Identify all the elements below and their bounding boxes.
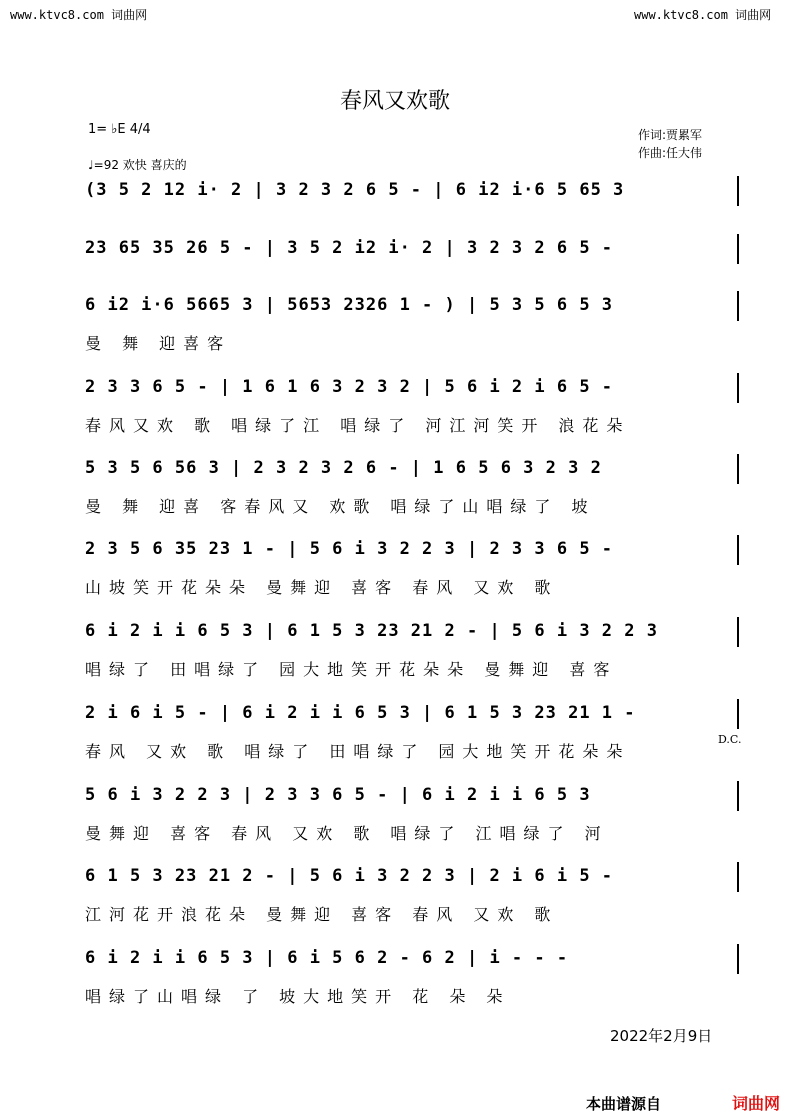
notation-line: 6 1 5 3 23 21 2 - | 5 6 i 3 2 2 3 | 2 i 6 i 5 - — [85, 866, 614, 886]
source-logo: 词曲网 — [732, 1094, 781, 1113]
key-signature: 1= ♭E 4/4 — [88, 122, 151, 137]
site-watermark-left: www.ktvc8.com 词曲网 — [10, 8, 148, 22]
lyrics-line: 江河花开浪花朵 曼舞迎 喜客 春风 又欢 歌 — [85, 905, 559, 924]
score-row — [85, 295, 745, 375]
notation-line: 6 i 2 i i 6 5 3 | 6 1 5 3 23 21 2 - | 5 6 i 3 2 2 3 — [85, 621, 658, 641]
notation-line: (3 5 2 12 i· 2 | 3 2 3 2 6 5 - | 6 i2 i·6 5 65 3 — [85, 180, 625, 200]
lyrics-line: 曼舞迎 喜客 春风 又欢 歌 唱绿了 江唱绿了 河 — [85, 824, 609, 843]
score-row — [85, 948, 745, 1028]
lyrics-line: 曼 舞 迎喜客 — [85, 334, 232, 353]
dc-marking: D.C. — [718, 733, 742, 746]
score-row — [85, 539, 745, 619]
barline — [737, 291, 739, 321]
composer-credit: 作曲:任大伟 — [638, 146, 703, 160]
notation-line: 6 i 2 i i 6 5 3 | 6 i 5 6 2 - 6 2 | i - - - — [85, 948, 569, 968]
lyrics-line: 唱绿了 田唱绿了 园大地笑开花朵朵 曼舞迎 喜客 — [85, 660, 618, 679]
lyrics-line: 唱绿了山唱绿 了 坡大地笑开 花 朵 朵 — [85, 987, 511, 1006]
barline — [737, 454, 739, 484]
barline — [737, 862, 739, 892]
notation-line: 6 i2 i·6 5665 3 | 5653 2326 1 - ) | 5 3 5 6 5 3 — [85, 295, 614, 315]
source-label: 本曲谱源自 — [586, 1095, 662, 1113]
barline — [737, 176, 739, 206]
barline — [737, 699, 739, 729]
notation-line: 5 6 i 3 2 2 3 | 2 3 3 6 5 - | 6 i 2 i i 6 5 3 — [85, 785, 591, 805]
notation-line: 2 3 3 6 5 - | 1 6 1 6 3 2 3 2 | 5 6 i 2 i 6 5 - — [85, 377, 614, 397]
barline — [737, 535, 739, 565]
barline — [737, 234, 739, 264]
notation-line: 5 3 5 6 56 3 | 2 3 2 3 2 6 - | 1 6 5 6 3 2 3 2 — [85, 458, 602, 478]
lyricist-credit: 作词:贾累军 — [638, 128, 703, 142]
barline — [737, 373, 739, 403]
score-row — [85, 377, 745, 457]
lyrics-line: 春风 又欢 歌 唱绿了 田唱绿了 园大地笑开花朵朵 — [85, 742, 631, 761]
notation-line: 2 i 6 i 5 - | 6 i 2 i i 6 5 3 | 6 1 5 3 23 21 1 - — [85, 703, 636, 723]
score-row — [85, 621, 745, 701]
notation-line: 2 3 5 6 35 23 1 - | 5 6 i 3 2 2 3 | 2 3 3 6 5 - — [85, 539, 614, 559]
site-watermark-right: www.ktvc8.com 词曲网 — [634, 8, 772, 22]
lyrics-line: 山坡笑开花朵朵 曼舞迎 喜客 春风 又欢 歌 — [85, 578, 559, 597]
notation-line: 23 65 35 26 5 - | 3 5 2 i2 i· 2 | 3 2 3 2 6 5 - — [85, 238, 614, 258]
score-date: 2022年2月9日 — [610, 1027, 713, 1045]
score-row — [85, 703, 745, 783]
score-row — [85, 785, 745, 865]
lyrics-line: 春风又欢 歌 唱绿了江 唱绿了 河江河笑开 浪花朵 — [85, 416, 631, 435]
barline — [737, 944, 739, 974]
lyrics-line: 曼 舞 迎喜 客春风又 欢歌 唱绿了山唱绿了 坡 — [85, 497, 596, 516]
song-title: 春风又欢歌 — [339, 89, 450, 114]
score-row — [85, 458, 745, 538]
barline — [737, 617, 739, 647]
barline — [737, 781, 739, 811]
tempo-marking: ♩=92 欢快 喜庆的 — [88, 158, 187, 172]
score-row — [85, 866, 745, 946]
